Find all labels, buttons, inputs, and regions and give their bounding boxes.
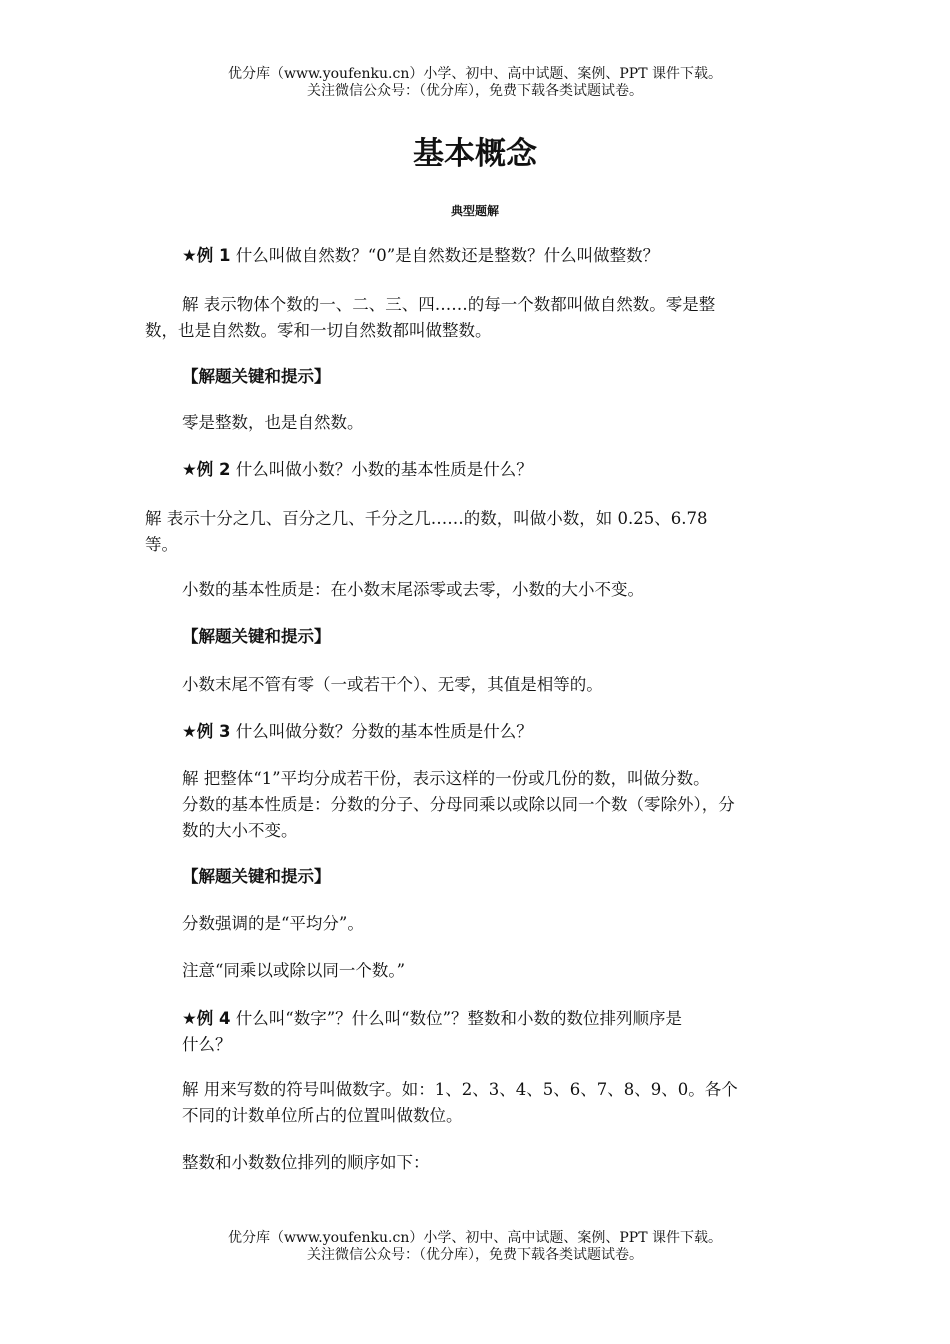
- example-2-question: [145, 457, 810, 483]
- example-4-order-text: 整数和小数数位排列的顺序如下：: [182, 1153, 430, 1172]
- example-1-key-heading: 【解题关键和提示】: [182, 367, 331, 386]
- example-3-key-text-2: 注意“同乘以或除以同一个数。”: [182, 961, 406, 980]
- example-1-question-text: 什么叫做自然数？“0”是自然数还是整数？什么叫做整数？: [230, 246, 660, 265]
- example-4-label: ★例 4: [182, 1009, 231, 1028]
- example-1-answer-line-1: 解 表示物体个数的一、二、三、四……的每一个数都叫做自然数。零是整: [182, 295, 716, 314]
- page-subtitle: 典型题解: [450, 204, 499, 218]
- example-2-question-text: 什么叫做小数？小数的基本性质是什么？: [230, 460, 533, 479]
- example-4-answer: [145, 1077, 810, 1129]
- example-2-answer-line-1: 解 表示十分之几、百分之几、千分之几……的数，叫做小数，如 0.25、6.78: [145, 509, 708, 528]
- example-3-answer-line-2: 分数的基本性质是：分数的分子、分母同乘以或除以同一个数（零除外），分: [182, 795, 735, 814]
- example-4-question-line-2: 什么？: [182, 1035, 232, 1054]
- page-header: [0, 66, 950, 100]
- example-3-answer-line-1: 解 把整体“1”平均分成若干份，表示这样的一份或几份的数，叫做分数。: [182, 769, 710, 788]
- header-line-2: 关注微信公众号：（优分库），免费下载各类试题试卷。: [307, 83, 643, 99]
- example-3-key-heading: 【解题关键和提示】: [182, 867, 331, 886]
- example-4-question-line-1: 什么叫“数字”？什么叫“数位”？整数和小数的数位排列顺序是: [230, 1009, 683, 1028]
- example-2-key-heading: 【解题关键和提示】: [182, 627, 331, 646]
- page-title: 基本概念: [413, 136, 537, 172]
- example-2-answer: [145, 506, 810, 558]
- example-1-answer: [145, 292, 810, 344]
- footer-line-2: 关注微信公众号：（优分库），免费下载各类试题试卷。: [307, 1247, 643, 1263]
- example-3-question-text: 什么叫做分数？分数的基本性质是什么？: [230, 722, 533, 741]
- example-3-label: ★例 3: [182, 722, 231, 741]
- example-3-answer-line-3: 数的大小不变。: [182, 821, 298, 840]
- example-2-property: 小数的基本性质是：在小数末尾添零或去零，小数的大小不变。: [182, 580, 644, 599]
- example-1-question: [145, 243, 810, 269]
- example-1-key-text: 零是整数，也是自然数。: [182, 413, 364, 432]
- example-3-key-text-1: 分数强调的是“平均分”。: [182, 914, 364, 933]
- example-2-answer-line-2: 等。: [145, 535, 178, 554]
- example-4-question: [145, 1006, 810, 1058]
- example-4-answer-line-2: 不同的计数单位所占的位置叫做数位。: [182, 1106, 463, 1125]
- example-1-answer-line-2: 数，也是自然数。零和一切自然数都叫做整数。: [145, 321, 492, 340]
- page-footer: [0, 1230, 950, 1264]
- example-1-label: ★例 1: [182, 246, 231, 265]
- example-3-answer: [145, 766, 810, 844]
- header-line-1: 优分库（www.youfenku.cn）小学、初中、高中试题、案例、PPT 课件下载。: [227, 66, 722, 82]
- example-4-answer-line-1: 解 用来写数的符号叫做数字。如：1、2、3、4、5、6、7、8、9、0。各个: [182, 1080, 738, 1099]
- example-2-label: ★例 2: [182, 460, 231, 479]
- example-2-key-text: 小数末尾不管有零（一或若干个）、无零，其值是相等的。: [182, 675, 603, 694]
- footer-line-1: 优分库（www.youfenku.cn）小学、初中、高中试题、案例、PPT 课件下载。: [227, 1230, 722, 1246]
- example-3-question: [145, 719, 810, 745]
